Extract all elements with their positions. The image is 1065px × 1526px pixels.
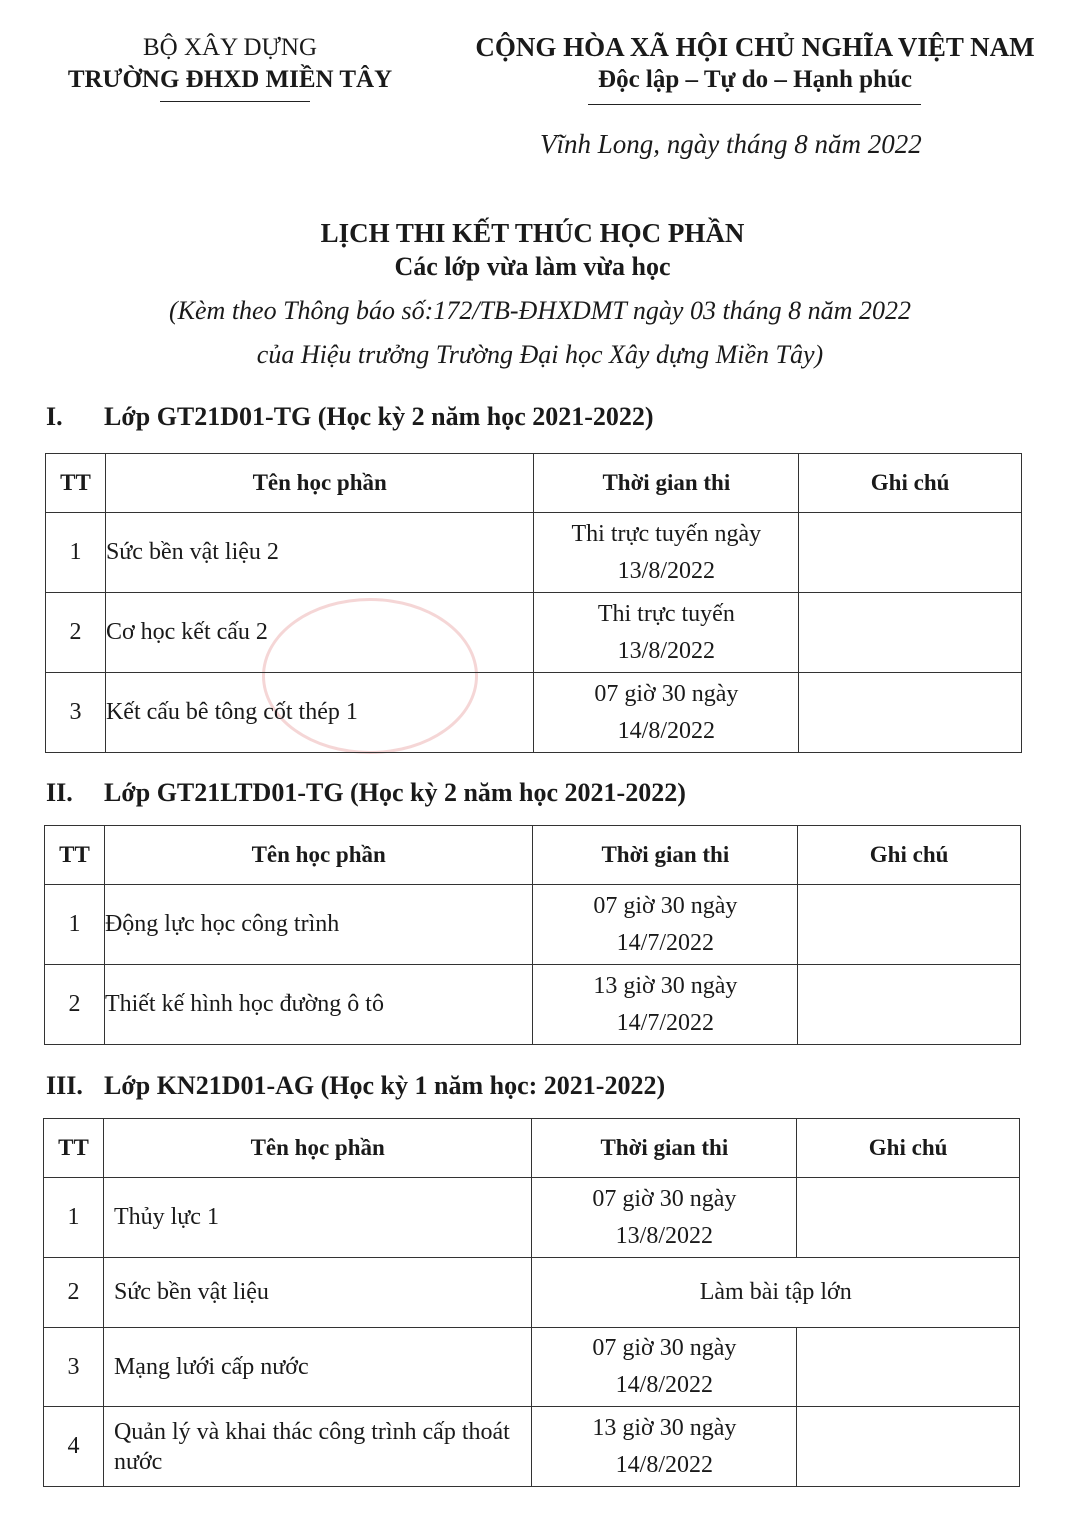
time-line2: 14/7/2022	[616, 1009, 714, 1036]
section-numeral: I.	[46, 402, 63, 431]
section-numeral: III.	[46, 1071, 83, 1100]
table-row	[44, 1407, 1020, 1487]
row-course: Thiết kế hình học đường ô tô	[104, 965, 533, 1045]
row-note	[797, 1407, 1020, 1487]
time-line2: 14/8/2022	[615, 1372, 714, 1398]
section-heading-1	[46, 402, 654, 432]
section-heading-3	[46, 1071, 665, 1101]
table-row	[45, 965, 1021, 1045]
col-header-course: Tên học phần	[103, 1119, 532, 1178]
table-row	[46, 513, 1022, 593]
row-course: Thủy lực 1	[103, 1178, 532, 1258]
time-line1: 13 giờ 30 ngày	[592, 1414, 737, 1441]
row-tt: 1	[46, 513, 106, 593]
row-time	[532, 1178, 797, 1258]
row-course: Mạng lưới cấp nước	[103, 1328, 532, 1407]
col-header-time: Thời gian thi	[533, 826, 798, 885]
row-note	[797, 1328, 1020, 1407]
col-header-course: Tên học phần	[105, 454, 534, 513]
row-note	[799, 513, 1022, 593]
row-time	[534, 513, 799, 593]
time-line2: 14/8/2022	[617, 717, 715, 744]
schedule-table-1	[45, 453, 1022, 753]
col-header-course: Tên học phần	[104, 826, 533, 885]
table-row	[44, 1178, 1020, 1258]
col-header-note: Ghi chú	[798, 826, 1021, 885]
attachment-note-line1: (Kèm theo Thông báo số:172/TB-ĐHXDMT ngày 03 tháng 8 năm 2022	[169, 296, 911, 325]
ministry-name: BỘ XÂY DỰNG	[142, 34, 318, 61]
col-header-time: Thời gian thi	[532, 1119, 797, 1178]
row-tt: 1	[44, 1178, 104, 1258]
row-tt: 4	[44, 1407, 104, 1487]
time-line2: 13/8/2022	[617, 557, 715, 584]
row-tt: 3	[44, 1328, 104, 1407]
section-title: Lớp GT21LTD01-TG (Học kỳ 2 năm học 2021-2022)	[104, 778, 686, 807]
table-row	[45, 885, 1021, 965]
section-title: Lớp GT21D01-TG (Học kỳ 2 năm học 2021-2022)	[104, 402, 654, 431]
schedule-table-3	[43, 1118, 1020, 1487]
col-header-note: Ghi chú	[797, 1119, 1020, 1178]
row-tt: 2	[44, 1258, 104, 1328]
time-line2: 14/7/2022	[616, 929, 714, 956]
row-tt: 3	[46, 673, 106, 753]
row-tt: 1	[45, 885, 105, 965]
time-line2: 13/8/2022	[617, 637, 715, 664]
col-header-note: Ghi chú	[799, 454, 1022, 513]
row-tt: 2	[46, 593, 106, 673]
col-header-tt: TT	[45, 826, 105, 885]
attachment-note-line2: của Hiệu trưởng Trường Đại học Xây dựng Miền Tây)	[256, 340, 824, 369]
table-row	[44, 1328, 1020, 1407]
national-motto: Độc lập – Tự do – Hạnh phúc	[598, 66, 912, 93]
schedule-table-2	[44, 825, 1021, 1045]
section-heading-2	[46, 778, 686, 808]
time-line1: 07 giờ 30 ngày	[594, 680, 739, 707]
time-line1: 13 giờ 30 ngày	[593, 972, 738, 999]
section-numeral: II.	[46, 778, 73, 807]
time-line2: 13/8/2022	[615, 1222, 714, 1249]
row-time	[533, 965, 798, 1045]
row-course: Kết cấu bê tông cốt thép 1	[105, 673, 534, 753]
row-note	[797, 1178, 1020, 1258]
table-row	[46, 673, 1022, 753]
table-header-row	[45, 826, 1021, 885]
table-header-row	[44, 1119, 1020, 1178]
row-course: Cơ học kết cấu 2	[105, 593, 534, 673]
document-subtitle: Các lớp vừa làm vừa học	[394, 252, 671, 281]
time-line1: 07 giờ 30 ngày	[592, 1335, 737, 1361]
row-note	[798, 965, 1021, 1045]
table-header-row	[46, 454, 1022, 513]
row-course: Quản lý và khai thác công trình cấp thoát nước	[103, 1407, 532, 1487]
row-course: Sức bền vật liệu 2	[105, 513, 534, 593]
time-line2: 14/8/2022	[615, 1451, 714, 1478]
country-name: CỘNG HÒA XÃ HỘI CHỦ NGHĨA VIỆT NAM	[475, 32, 1035, 62]
row-time	[532, 1328, 797, 1407]
col-header-time: Thời gian thi	[534, 454, 799, 513]
document-title: LỊCH THI KẾT THÚC HỌC PHẦN	[320, 218, 745, 248]
section-title: Lớp KN21D01-AG (Học kỳ 1 năm học: 2021-2022)	[104, 1071, 666, 1100]
table-row	[44, 1258, 1020, 1328]
col-header-tt: TT	[46, 454, 106, 513]
row-note	[799, 593, 1022, 673]
time-line1: Thi trực tuyến ngày	[571, 520, 762, 547]
time-line1: Thi trực tuyến	[597, 600, 735, 627]
time-line1: 07 giờ 30 ngày	[593, 892, 738, 919]
row-time	[532, 1407, 797, 1487]
header-left-underline	[160, 101, 310, 102]
time-line1: 07 giờ 30 ngày	[592, 1185, 737, 1212]
row-merged-note: Làm bài tập lớn	[532, 1258, 1020, 1328]
row-time	[534, 593, 799, 673]
row-course: Sức bền vật liệu	[103, 1258, 532, 1328]
row-time	[534, 673, 799, 753]
header-right-underline	[588, 104, 921, 105]
row-course: Động lực học công trình	[104, 885, 533, 965]
place-date: Vĩnh Long, ngày tháng 8 năm 2022	[540, 129, 922, 159]
col-header-tt: TT	[44, 1119, 104, 1178]
table-row	[46, 593, 1022, 673]
row-tt: 2	[45, 965, 105, 1045]
row-note	[799, 673, 1022, 753]
row-time	[533, 885, 798, 965]
row-note	[798, 885, 1021, 965]
school-name: TRƯỜNG ĐHXD MIỀN TÂY	[67, 66, 393, 93]
